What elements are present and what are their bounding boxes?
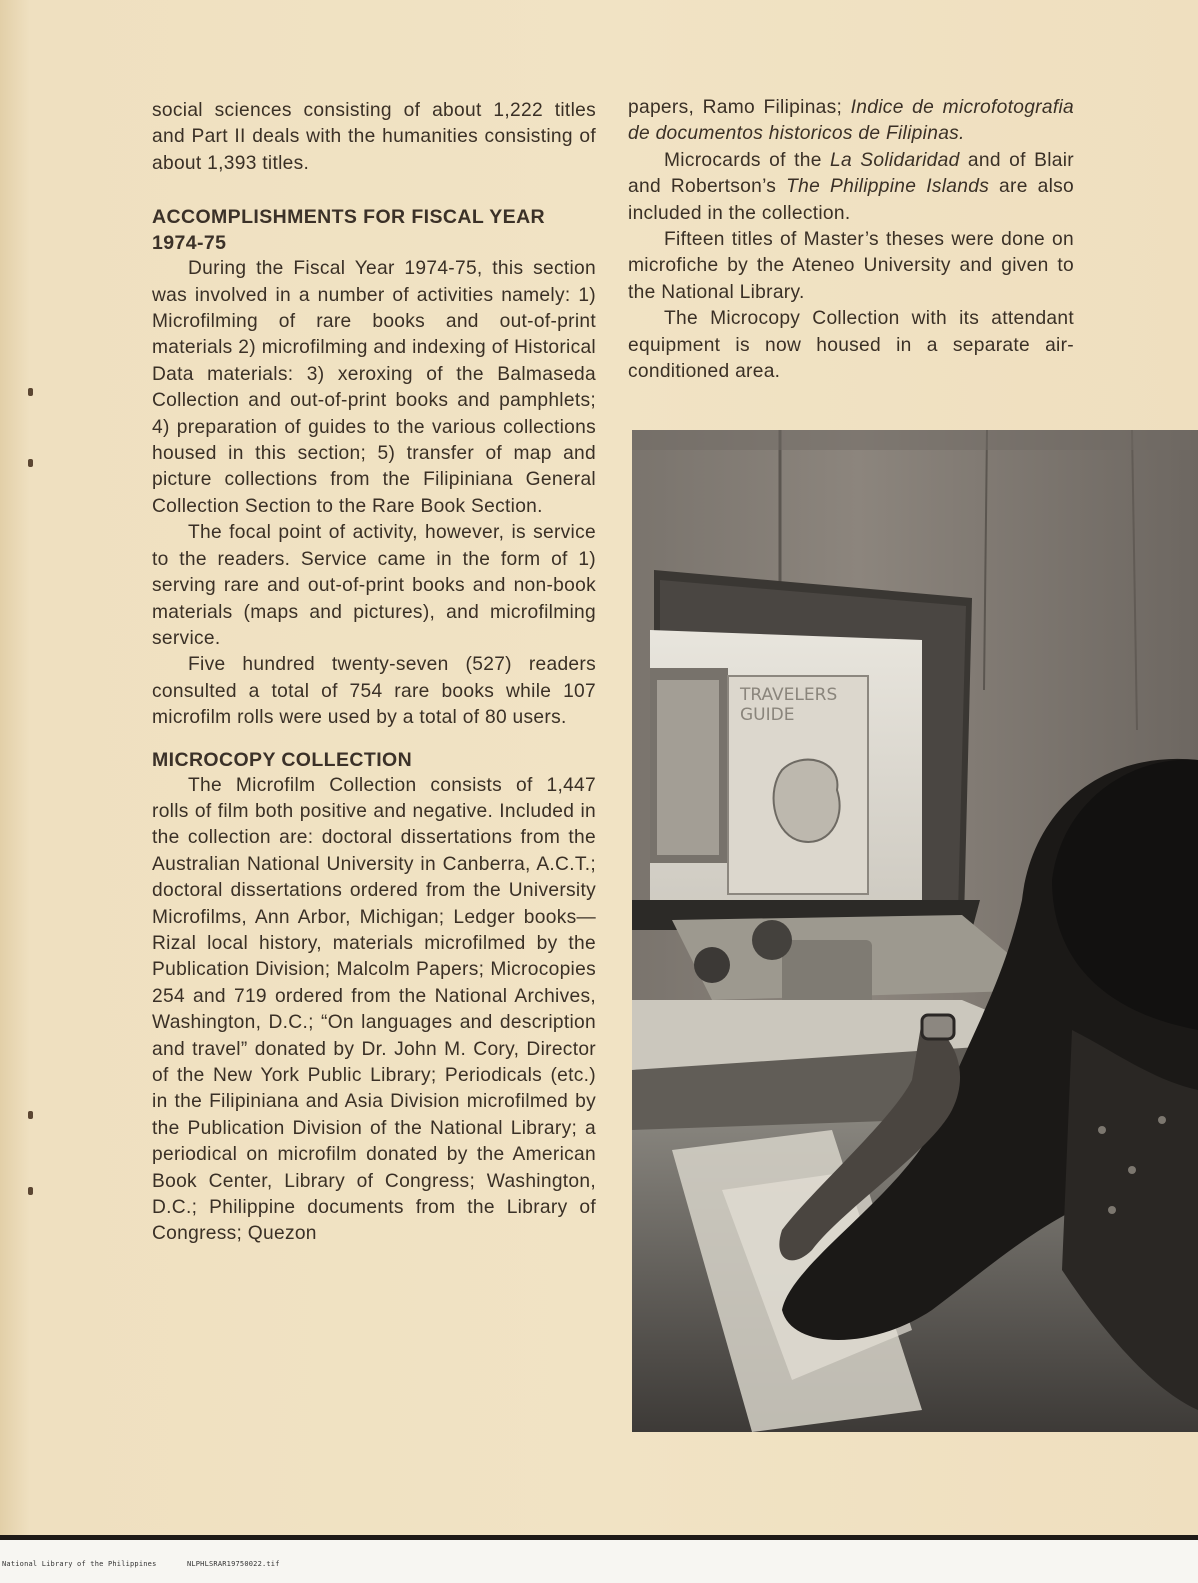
right-column	[628, 95, 1074, 385]
papers-text: papers, Ramo Filipinas;	[628, 97, 851, 118]
microcards-text-b: and of Blair and Robertson’s	[628, 149, 1074, 198]
left-column	[152, 98, 596, 1248]
philippine-islands-title: The Philippine Islands	[786, 176, 990, 198]
activities-paragraph: During the Fiscal Year 1974-75, this section was involved in a number of activities namely: 1) Microfilming of rare books and out-of-print materials 2) microfilming and indexing of Historical Data materials: 3) xeroxing of the Balmaseda Collection and out-of-print books and pamphlets; 4) preparation of guides to the various collections housed in this section; 5) transfer of map and picture collections from the Filipiniana General Collection Section to the Rare Book Section.	[152, 258, 596, 517]
margin-mark	[28, 459, 33, 467]
microcards-text-a: Microcards of the	[664, 149, 830, 171]
indice-title: Indice de microfotografia de documentos historicos de Filipinas.	[628, 97, 1074, 145]
screen-text-guide: GUIDE	[740, 705, 795, 725]
heading-microcopy-collection: MICROCOPY COLLECTION	[152, 748, 413, 771]
screen-text-travelers: TRAVELERS	[740, 685, 838, 705]
heading-accomplishments: ACCOMPLISHMENTS FOR FISCAL YEAR 1974-75	[152, 206, 546, 255]
microcards-text-c: are also included in the collection.	[628, 176, 1075, 224]
microcards-paragraph	[628, 148, 1074, 227]
theses-paragraph: Fifteen titles of Master’s theses were done on microfiche by the Ateneo University and given to the National Library.	[628, 229, 1074, 303]
papers-paragraph	[628, 95, 1074, 148]
microfilm-reader-photo	[632, 430, 1198, 1432]
focal-point-paragraph: The focal point of activity, however, is service to the readers. Service came in the form of 1) serving rare and out-of-print books and non-book materials (maps and pictures), and microfilming service.	[152, 522, 596, 649]
la-solidaridad-title: La Solidaridad	[830, 149, 960, 171]
readers-paragraph: Five hundred twenty-seven (527) readers consulted a total of 754 rare books while 107 microfilm rolls were used by a total of 80 users.	[152, 654, 596, 729]
microfilm-collection-paragraph: The Microfilm Collection consists of 1,447 rolls of film both positive and negative. Included in the collection are: doctoral dissertations from the Australian National University in Canberra, A.C.T.; doctoral dissertations ordered from the University Microfilms, Ann Arbor, Michigan; Ledger books—Rizal local history, materials microfilmed by the Publication Division; Malcolm Papers; Microcopies 254 and 719 ordered from the National Archives, Washington, D.C.; “On languages and description and travel” donated by Dr. John M. Cory, Director of the New York Public Library; Periodicals (etc.) in the Filipiniana and Asia Division microfilmed by the Publication Division of the National Library; a periodical on microfilm donated by the American Book Center, Library of Congress; Washington, D.C.; Philippine documents from the Library of Congress; Quezon	[152, 774, 596, 1245]
margin-mark	[28, 1187, 33, 1195]
institution-label: National Library of the Philippines	[2, 1560, 157, 1568]
scan-caption	[2, 1560, 306, 1568]
file-name-label: NLPHLSRAR19750022.tif	[186, 1560, 280, 1568]
microcopy-housed-paragraph: The Microcopy Collection with its attendant equipment is now housed in a separate air-conditioned area.	[628, 308, 1074, 383]
margin-mark	[28, 388, 33, 396]
margin-mark	[28, 1111, 33, 1119]
intro-paragraph: social sciences consisting of about 1,222 titles and Part II deals with the humanities consisting of about 1,393 titles.	[152, 100, 596, 174]
